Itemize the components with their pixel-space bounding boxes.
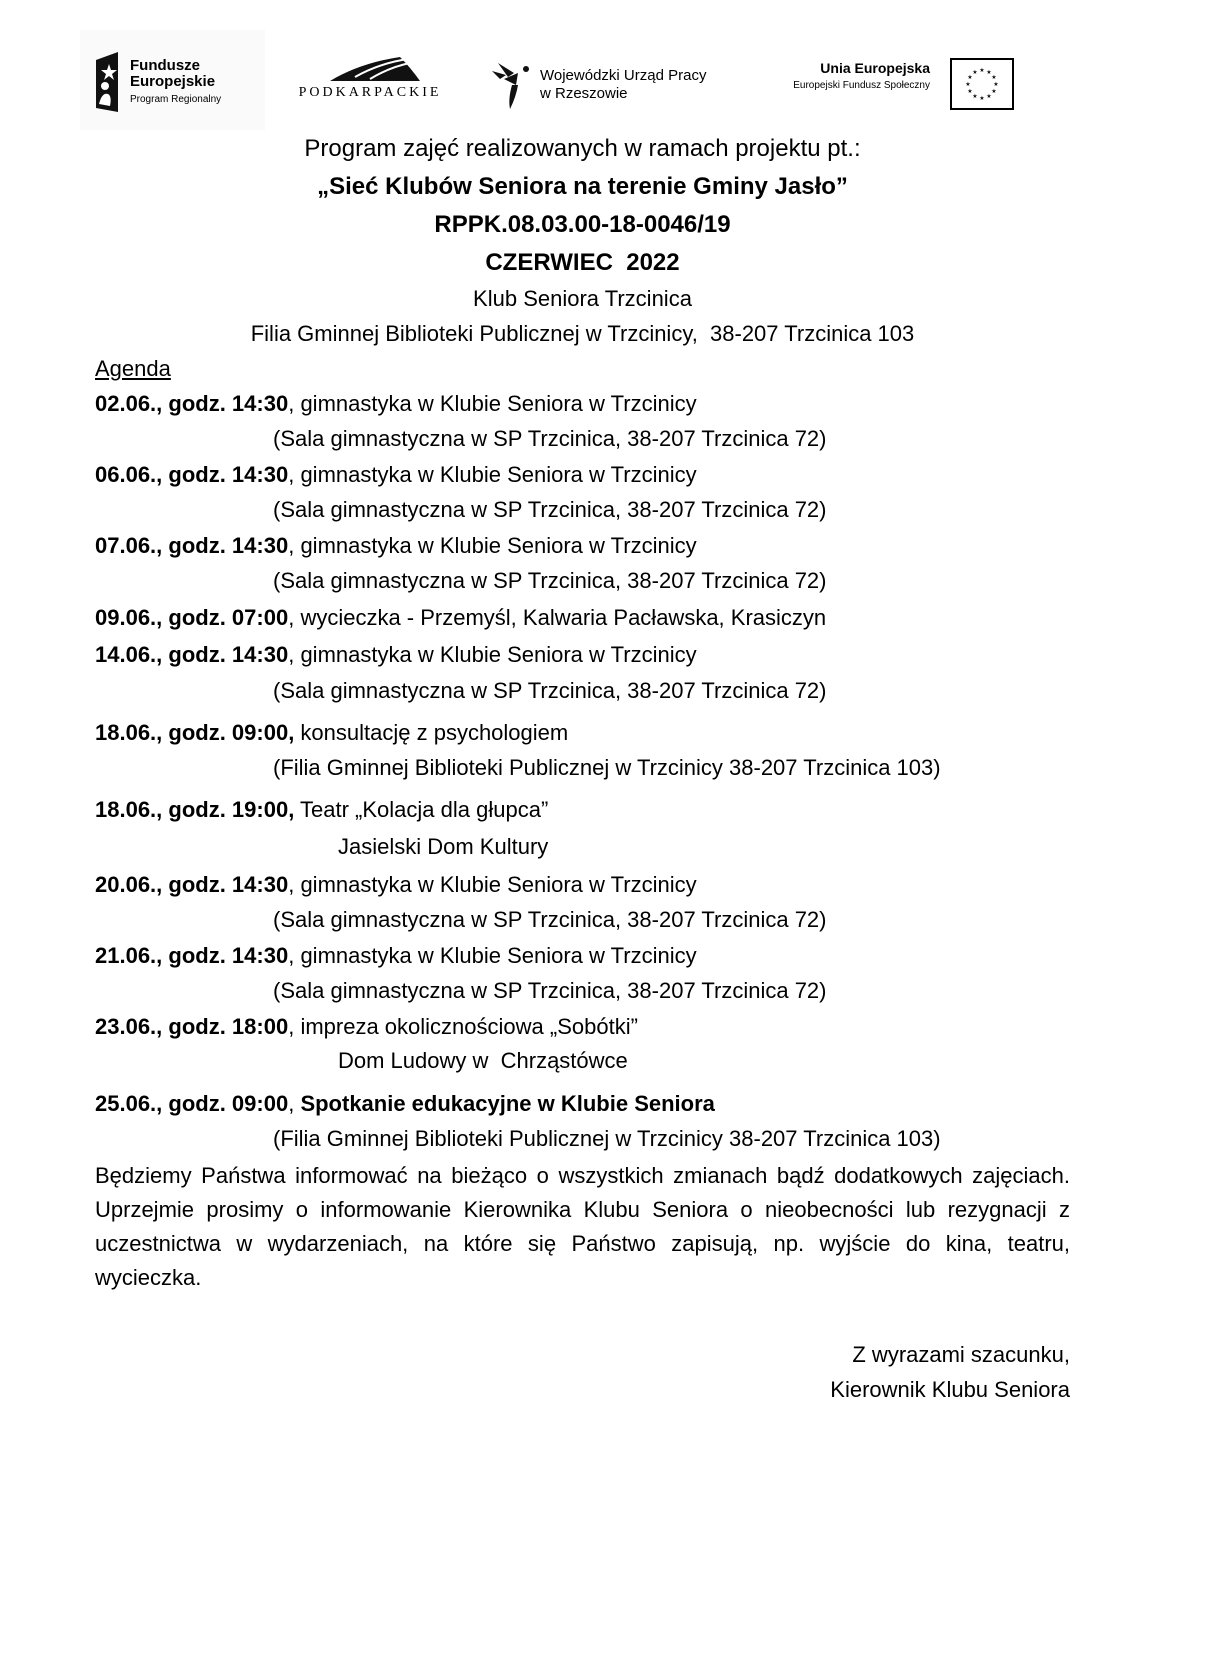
item-when: 18.06., godz. 19:00,: [95, 797, 295, 822]
podkarpackie-text: PODKARPACKIE: [298, 85, 442, 100]
item-when: 18.06., godz. 09:00,: [95, 720, 295, 745]
wup-line2: w Rzeszowie: [540, 85, 628, 102]
agenda-item: [95, 1009, 1070, 1078]
item-sep: ,: [288, 1091, 295, 1116]
item-where: (Sala gimnastyczna w SP Trzcinica, 38-207 Trzcinica 72): [273, 568, 827, 593]
fe-line1: Fundusze: [130, 57, 200, 74]
agenda-item: [95, 938, 1070, 1009]
svg-text:★: ★: [979, 95, 985, 102]
svg-text:★: ★: [979, 67, 985, 74]
item-what: gimnastyka w Klubie Seniora w Trzcinicy: [294, 462, 697, 487]
item-sep: ,: [288, 533, 295, 558]
item-where: (Sala gimnastyczna w SP Trzcinica, 38-207 Trzcinica 72): [273, 426, 827, 451]
wup-line1: Wojewódzki Urząd Pracy: [540, 67, 707, 84]
svg-text:★: ★: [967, 74, 973, 81]
document-body: [95, 130, 1070, 1407]
agenda-item: [95, 715, 1070, 786]
item-when: 06.06., godz. 14:30: [95, 462, 289, 487]
item-sep: ,: [288, 872, 295, 897]
item-what: Teatr „Kolacja dla głupca”: [294, 797, 549, 822]
signature-line1: Z wyrazami szacunku,: [852, 1342, 1070, 1367]
item-when: 07.06., godz. 14:30: [95, 533, 289, 558]
agenda-item: [95, 636, 1070, 709]
svg-text:★: ★: [967, 88, 973, 95]
item-what: gimnastyka w Klubie Seniora w Trzcinicy: [294, 642, 697, 667]
agenda-item: [95, 457, 1070, 528]
svg-text:★: ★: [972, 93, 978, 100]
item-sep: ,: [288, 943, 295, 968]
fe-line2: Europejskie: [130, 73, 216, 90]
agenda-item: [95, 528, 1070, 599]
ue-logo-text: [770, 60, 930, 100]
agenda-item: [95, 386, 1070, 457]
agenda-item: [95, 867, 1070, 938]
item-sep: ,: [288, 462, 295, 487]
ue-line2: Europejski Fundusz Społeczny: [793, 80, 930, 91]
svg-text:★: ★: [965, 81, 971, 88]
item-when: 25.06., godz. 09:00: [95, 1091, 289, 1116]
project-name: „Sieć Klubów Seniora na terenie Gminy Jasło”: [317, 173, 848, 200]
svg-text:★: ★: [991, 74, 997, 81]
club-address: Filia Gminnej Biblioteki Publicznej w Trzcinicy, 38-207 Trzcinica 103: [250, 321, 915, 346]
item-where: (Sala gimnastyczna w SP Trzcinica, 38-207 Trzcinica 72): [273, 907, 827, 932]
agenda-item: [95, 599, 1070, 636]
signature: [95, 1337, 1070, 1407]
item-when: 21.06., godz. 14:30: [95, 943, 289, 968]
svg-text:★: ★: [991, 88, 997, 95]
club-name: Klub Seniora Trzcinica: [473, 286, 692, 311]
item-where: (Sala gimnastyczna w SP Trzcinica, 38-207 Trzcinica 72): [273, 678, 827, 703]
item-when: 23.06., godz. 18:00: [95, 1014, 289, 1039]
item-when: 20.06., godz. 14:30: [95, 872, 289, 897]
svg-text:★: ★: [986, 69, 992, 76]
svg-text:★: ★: [972, 69, 978, 76]
agenda-item: [95, 1086, 1070, 1157]
logo-bar: [80, 30, 1060, 130]
item-when: 14.06., godz. 14:30: [95, 642, 289, 667]
mountains-icon: [310, 55, 430, 83]
wup-bird-icon: [490, 59, 532, 111]
item-what: gimnastyka w Klubie Seniora w Trzcinicy: [294, 943, 697, 968]
item-sep: ,: [288, 391, 295, 416]
ue-line1: Unia Europejska: [820, 60, 930, 76]
eu-flag-icon: [950, 58, 1014, 110]
item-what: gimnastyka w Klubie Seniora w Trzcinicy: [294, 533, 697, 558]
item-where: (Sala gimnastyczna w SP Trzcinica, 38-207 Trzcinica 72): [273, 978, 827, 1003]
item-where: Dom Ludowy w Chrząstówce: [338, 1048, 628, 1073]
fundusze-europejskie-logo: [80, 30, 265, 130]
signature-line2: Kierownik Klubu Seniora: [830, 1377, 1070, 1402]
item-what: wycieczka - Przemyśl, Kalwaria Pacławska, Krasiczyn: [294, 605, 827, 630]
item-what: gimnastyka w Klubie Seniora w Trzcinicy: [294, 391, 697, 416]
item-sep: ,: [288, 642, 295, 667]
wup-logo: [490, 55, 730, 115]
podkarpackie-logo: [295, 55, 445, 115]
item-where: (Sala gimnastyczna w SP Trzcinica, 38-207 Trzcinica 72): [273, 497, 827, 522]
item-where: (Filia Gminnej Biblioteki Publicznej w Trzcinicy 38-207 Trzcinica 103): [273, 1126, 941, 1151]
agenda-item: [95, 792, 1070, 867]
item-what: gimnastyka w Klubie Seniora w Trzcinicy: [294, 872, 697, 897]
item-what: impreza okolicznościowa „Sobótki”: [294, 1014, 638, 1039]
project-code: RPPK.08.03.00-18-0046/19: [434, 211, 731, 238]
svg-text:★: ★: [993, 81, 999, 88]
item-sep: ,: [288, 605, 295, 630]
item-when: 02.06., godz. 14:30: [95, 391, 289, 416]
month-title: CZERWIEC 2022: [485, 249, 680, 276]
item-what: konsultację z psychologiem: [294, 720, 569, 745]
item-when: 09.06., godz. 07:00: [95, 605, 289, 630]
item-where: (Filia Gminnej Biblioteki Publicznej w Trzcinicy 38-207 Trzcinica 103): [273, 755, 941, 780]
svg-text:★: ★: [986, 93, 992, 100]
agenda-title: Agenda: [95, 356, 171, 381]
fe-star-icon: [96, 52, 118, 112]
item-sep: ,: [288, 1014, 295, 1039]
header-line1: Program zajęć realizowanych w ramach projektu pt.:: [304, 135, 861, 162]
item-where: Jasielski Dom Kultury: [338, 834, 549, 859]
agenda-list: [95, 386, 1070, 1157]
item-what: Spotkanie edukacyjne w Klubie Seniora: [294, 1091, 715, 1116]
info-note: Będziemy Państwa informować na bieżąco o wszystkich zmianach bądź dodatkowych zajęciach. Uprzejmie prosimy o informowanie Kierownika Klubu Seniora o nieobecności lub rezygnacji z uczestnictwa w wydarzeniach, na które się Państwo zapisują, np. wyjście do kina, teatru, wycieczka.: [95, 1163, 1070, 1290]
fe-line3: Program Regionalny: [130, 94, 222, 105]
